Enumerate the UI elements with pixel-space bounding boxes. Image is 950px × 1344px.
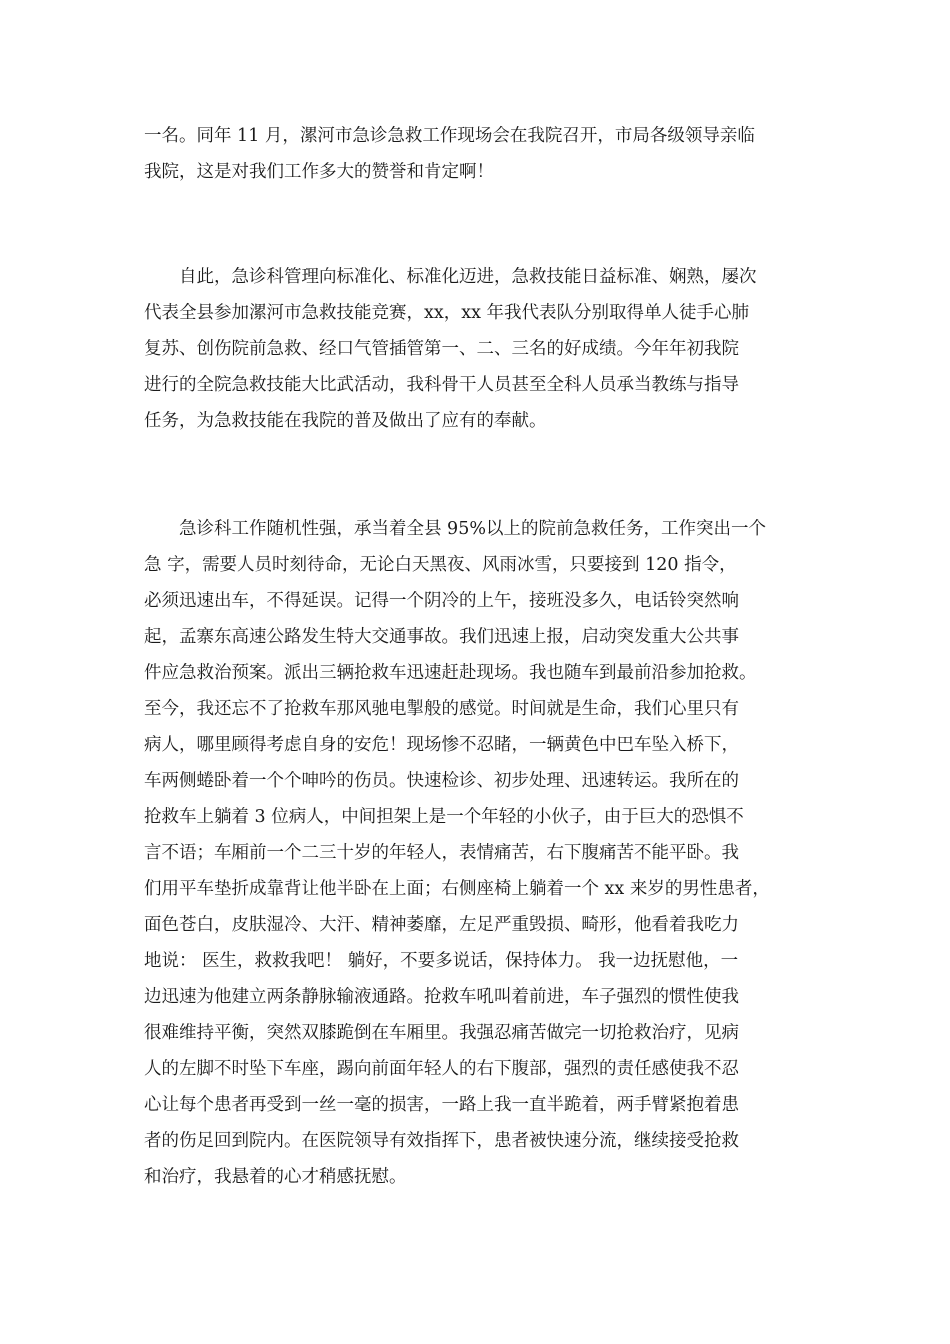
text-line: 们用平车垫折成靠背让他半卧在上面；右侧座椅上躺着一个 xx 来岁的男性患者，: [144, 879, 770, 899]
text-line: 言不语；车厢前一个二三十岁的年轻人，表情痛苦，右下腹痛苦不能平卧。我: [144, 843, 739, 863]
text-line: 件应急救治预案。派出三辆抢救车迅速赶赴现场。我也随车到最前沿参加抢救。: [144, 663, 757, 683]
text-line: 代表全县参加漯河市急救技能竞赛，xx，xx 年我代表队分别取得单人徒手心肺: [144, 303, 750, 323]
text-line: 一名。同年 11 月，漯河市急诊急救工作现场会在我院召开，市局各级领导亲临: [144, 126, 755, 146]
text-line: 起，孟寨东高速公路发生特大交通事故。我们迅速上报，启动突发重大公共事: [144, 627, 739, 647]
text-line: 人的左脚不时坠下车座，踢向前面年轻人的右下腹部，强烈的责任感使我不忍: [144, 1059, 739, 1079]
text-line: 复苏、创伤院前急救、经口气管插管第一、二、三名的好成绩。今年年初我院: [144, 339, 739, 359]
text-line: 抢救车上躺着 3 位病人，中间担架上是一个年轻的小伙子，由于巨大的恐惧不: [144, 807, 744, 827]
paragraph-3: [144, 511, 814, 1195]
text-line: 任务，为急救技能在我院的普及做出了应有的奉献。: [144, 411, 547, 431]
text-line: 急诊科工作随机性强，承当着全县 95%以上的院前急救任务，工作突出一个: [144, 519, 766, 539]
paragraph-2: [144, 259, 814, 439]
text-line: 地说： 医生，救救我吧！ 躺好，不要多说话，保持体力。 我一边抚慰他，一: [144, 951, 739, 971]
text-line: 自此，急诊科管理向标准化、标准化迈进，急救技能日益标准、娴熟，屡次: [144, 267, 757, 287]
text-line: 心让每个患者再受到一丝一毫的损害，一路上我一直半跪着，两手臂紧抱着患: [144, 1095, 739, 1115]
text-line: 我院，这是对我们工作多大的赞誉和肯定啊！: [144, 162, 494, 182]
text-line: 至今，我还忘不了抢救车那风驰电掣般的感觉。时间就是生命，我们心里只有: [144, 699, 739, 719]
text-line: 很难维持平衡，突然双膝跪倒在车厢里。我强忍痛苦做完一切抢救治疗，见病: [144, 1023, 739, 1043]
text-line: 车两侧蜷卧着一个个呻吟的伤员。快速检诊、初步处理、迅速转运。我所在的: [144, 771, 739, 791]
text-line: 和治疗，我悬着的心才稍感抚慰。: [144, 1167, 407, 1187]
text-line: 进行的全院急救技能大比武活动，我科骨干人员甚至全科人员承当教练与指导: [144, 375, 739, 395]
text-line: 面色苍白，皮肤湿冷、大汗、精神萎靡，左足严重毁损、畸形，他看着我吃力: [144, 915, 739, 935]
paragraph-1: [144, 118, 814, 190]
text-line: 边迅速为他建立两条静脉输液通路。抢救车吼叫着前进，车子强烈的惯性使我: [144, 987, 739, 1007]
text-line: 病人，哪里顾得考虑自身的安危！现场惨不忍睹，一辆黄色中巴车坠入桥下，: [144, 735, 739, 755]
text-line: 者的伤足回到院内。在医院领导有效指挥下，患者被快速分流，继续接受抢救: [144, 1131, 739, 1151]
text-line: 急 字，需要人员时刻待命，无论白天黑夜、风雨冰雪，只要接到 120 指令，: [144, 555, 737, 575]
text-line: 必须迅速出车，不得延误。记得一个阴冷的上午，接班没多久，电话铃突然响: [144, 591, 739, 611]
